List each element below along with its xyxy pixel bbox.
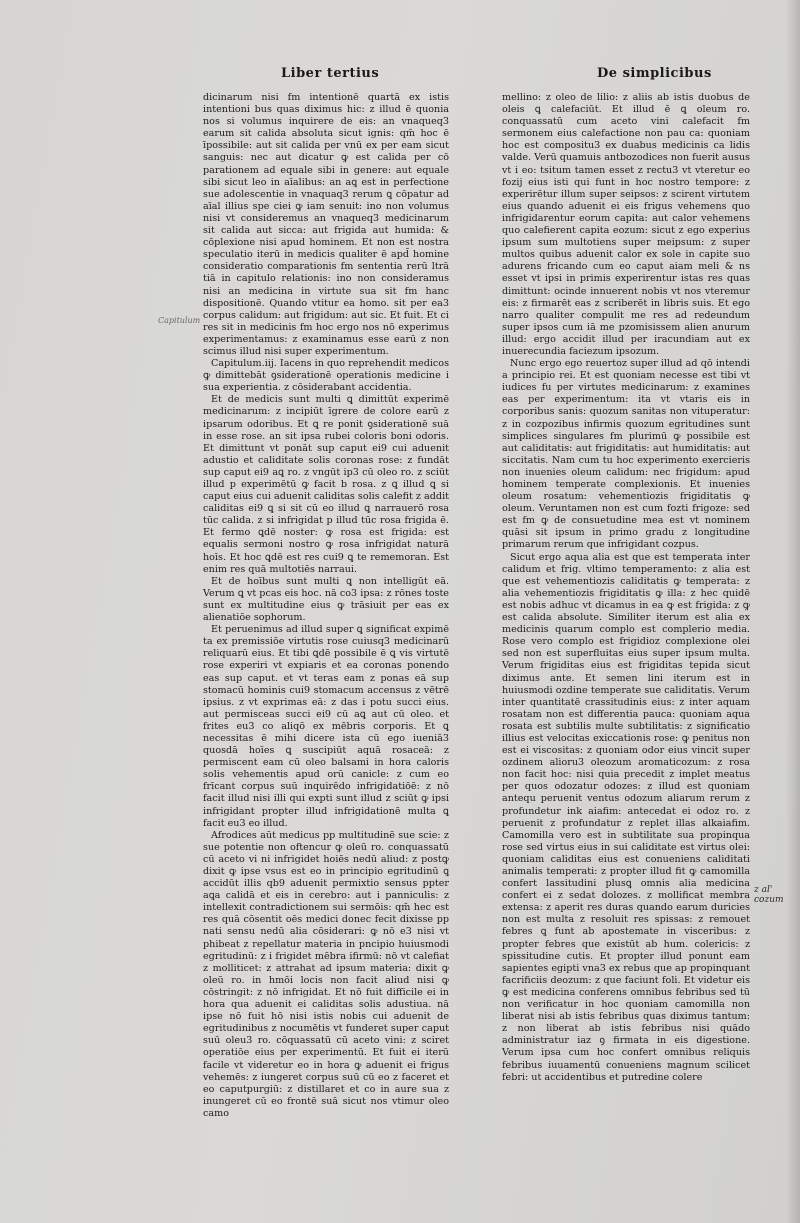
paragraph: Et de hoībus sunt multi ꝗ non intelligūt eā. Verum ꝗ vt pcas eis hoc. nā co3 ipsa: z rōnes toste sunt ex multitudine eius ꝙ trāsiuit per eas ex alienatiōe sophorum. (203, 575, 449, 624)
running-head-left: Liber tertius (281, 66, 380, 81)
paragraph: Et peruenimus ad illud super ꝗ significat expimē ta ex premissiōe virtutis rose cuiusq3 medicinarū reliquarū eius. Et tibi ꝗdē possibile ē ꝗ vis virtutē rose experiri vt expiaris et ea coronas ponendo eas sup caput. et vt teras eam z ponas eā sup stomacū hominis cui9 stomacum accensus z vētrē ipsius. z vt exprimas eā: z das i potu succi eius. aut permisceas succi ei9 cū aꝗ aut cū oleo. et frites eu3 co aliqō ex mēbris corporis. Et ꝗ necessitas ē mihi dicere ista cū ego iueniā3 quosdā hoīes ꝗ suscipiūt aquā rosaceā: z permiscent eam cū oleo balsami in hora caloris solis vehementis apud orū canicle: z cum eo frīcant corpus suū inquirēdo infrigidatiōē: z nō facit illud nisi illi qui expti sunt illud z sciūt ꝙ ipsi infrigidant propter illud infrigidationē multa ꝗ facit eu3 eo illud. (203, 624, 449, 829)
running-head-right: De simplicibus (597, 66, 712, 81)
marginal-note-left: Capitulum (158, 316, 201, 325)
paragraph: Afrodices aūt medicus pp multitudinē sue scie: z sue potentie non oftencur ꝙ oleū ro. conquassatū cū aceto vi ni infrigidet hoiēs nedū aliud: z postꝙ dixit ꝙ ipse vsus est eo in principio egritudinū ꝗ accidūt illis qb9 aduenit permixtio sensus ppter aꝗa calidā et eis in cerebro: aut i panniculis: z intellexit contradictionem sui sermōis: qm̄ hec est res quā cōsentit oēs medici donec fecit dixisse pp nati sensu nedū alia cōsiderari: ꝙ nō e3 nisi vt phibeat z repellatur materia in pncipio huiusmodi egritudinū: z i frigidet mēbra ifirmū: nō vt calefiat z molliticet: z attrahat ad ipsum materia: dixit ꝙ oleū ro. in hmōi locis non facit aliud nisi ꝙ cōstringit: z nō infrigidat. Et nō fuit difficile ei in hora qua aduenit ei caliditas solis adustiua. nā ipse nō fuit hō nisi istis nobis cui aduenit de egritudinibus z nocumētis vt funderet super caput suū oleu3 ro. cōquassatū cū aceto vini: z sciret operatiōe eius per experimentū. Et fuit ei iterū facile vt videretur eo in hora ꝙ aduenit ei frigus vehemēs: z iungeret corpus suū cū eo z faceret et eo caputpurgiū: z distillaret et co in aure sua z inungeret cū eo frontē suā sicut nos vtimur oleo camo (203, 829, 449, 1119)
chapter-heading: Capitulum.iij. Iacens in quo reprehendit medicos ꝙ dimittebāt ꝯsiderationē operationis medicine i sua experientia. z cōsiderabant accidentia. (203, 358, 449, 394)
marginal-note-right: z al' cozum (754, 885, 784, 905)
paragraph: Et de medicis sunt multi ꝗ dimittūt experimē medicinarum: z incipiūt īgrere de colore earū z ipsarum odoribus. Et ꝗ re ponit ꝯsiderationē suā in esse rose. an sit ipsa rubei coloris boni odoris. Et dimittunt vt ponāt sup caput ei9 cui aduenit adustio et caliditate solis coronas rose: z fundāt sup caput ei9 aꝗ ro. z vngūt ip3 cū oleo ro. z sciūt illud p experimētū ꝙ facit b rosa. z ꝗ illud ꝗ si caput eius cui aduenit caliditas solis calefit z addit caliditas ei9 ꝗ si sit cū eo illud ꝗ narrauerō rosa tūc calida. z si infrigidat p illud tūc rosa frigida ē. Et fermo ꝗdē noster: ꝙ rosa est frigida: est equalis sermoni nostro ꝙ rosa infrigidat naturā hoīs. Et hoc ꝗdē est res cui9 ꝗ te rememoran. Est enim res quā multotiēs narraui. (203, 394, 449, 575)
paragraph: dicinarum nisi fm intentionē quartā ex istis intentioni bus quas diximus hic: z illud ē quonia nos si volumus inquirere de eis: an vnaqueq3 earum sit calida absoluta sicut ignis: qm̄ hoc ē īpossibile: aut sit calida per vnū ex per eam sicut sanguis: nec aut dicatur ꝙ est calida per cō parationem ad equale sibi in genere: aut equale sibi sicut leo in aīalibus: an aꝗ est in perfectione sue adolescentie in vnaquaq3 rerum ꝗ cōpatur ad aīal illius spe ciei ꝙ iam senuit: ino non volumus nisi vt consideremus an vnaqueq3 medicinarum sit calida aut sicca: aut frigida aut humida: & cōplexione nisi apud hominem. Et non est nostra speculatio iterū in medicis qualiter ē apd̄ homine consideratio comparationis fm sententia rerū ltrā tiā in capitulo relationis: ino non consideramus nisi an medicina in virtute sua sit fm hanc dispositionē. Quando vtitur ea homo. sit per ea3 corpus calidum: aut frigidum: aut sic. Et fuit. Et ci res sit in medicinis fm hoc ergo nos nō experimus experimentamus: z examinamus esse earū z non scimus illud nisi super experimentum. (203, 92, 449, 357)
page-edge-shadow (786, 0, 800, 1223)
left-text-column (203, 92, 449, 1119)
paragraph: Sicut ergo aqua alia est que est temperata inter calidum et frig. vltimo temperamento: z alia est que est vehementiozis caliditatis ꝙ temperata: z alia vehementiozis frigiditatis ꝙ illa: z hec quidē est nobis adhuc vt dicamus in ea ꝙ est frigida: z ꝙ est calida absolute. Similiter iterum est alia ex medicinis quarum complo est complerio media. Rose vero complo est frigidioz complexione olei sed non est superfluitas eius super ipsum multa. Verum frigiditas eius est frigiditas tepida sicut diximus ante. Et semen lini iterum est in huiusmodi ozdine temperate sue caliditatis. Verum inter quantitatē crassitudinis eius: z inter aquam rosatam non est differentia pauca: quoniam aqua rosata est subtilis multe subtilitatis: z significatio illius est velocitas exiccationis rose: ꝙ penitus non est ei viscositas: z quoniam odor eius vincit super ozdinem alioru3 oleozum aromaticozum: z rosa non facit hoc: nisi quia precedit z implet meatus per quos odozatur odozes: z illud est quoniam antequ peruenit ventus odozum aliarum rerum z profundetur ink aiafim: antecedat ei odoz ro. z peruenit z profundatur z replet illas alkaiafim. Camomilla vero est in subtilitate sua propinqua rose sed virtus eius in sui caliditate est virtus olei: quoniam caliditas eius est conueniens caliditati animalis temperati: z propter illud fit ꝙ camomilla confert lassitudini plusꝗ omnis alia medicina confert ei z sedat dolozes. z mollificat membra extensa: z aperit res duras quando earum duricies non est multa z resoluit res spissas: z remouet febres ꝗ funt ab apostemate in visceribus: z propter febres que existūt ab hum. colericis: z spissitudine cutis. Et propter illud ponunt eam sapientes egipti vna3 ex rebus que ap propinquant facrificiis deozum: z que faciunt foli. Et videtur eis ꝙ est medicina conferens omnibus febribus sed tū non verificatur in hoc quoniam camomilla non liberat nisi ab istis febribus quas diximus tantum: z non liberat ab istis febribus nisi quādo administratur iaz ꝯ firmata in eis digestione. Verum ipsa cum hoc confert omnibus reliquis febribus iuuamentū conueniens magnum scilicet febri: ut accidentibus et putredine colere (502, 551, 750, 1083)
right-text-column (502, 92, 750, 1083)
paragraph: mellino: z oleo de lilio: z aliis ab istis duobus de oleis ꝗ calefaciūt. Et illud ē ꝗ oleum ro. conquassatū cum aceto vini calefacit fm sermonem eius calefactione non pau ca: quoniam hoc est compositu3 ex duabus medicinis ca lidis valde. Verū quamuis antbozodices non fuerit ausus vt i eo: tsitum tamen esset z rectu3 vt vteretur eo fozij eius isti qui funt in hoc nostro tempore: z experirētur illum super seipsos: z scirent virtutem eius quando aduenit ei eis frigus vehemens quo infrigidarentur eorum capita: aut calor vehemens quo calefierent capita eozum: sicut z ego experius ipsum sum multotiens super meipsum: z super multos quibus aduenit calor ex sole in capite suo adurens fricando cum eo caput aiam meli & ns esset vt ipsi in primis experirentur istas res quas dimittunt: ocinde innuerent nobis vt nos vteremur eis: z firmarēt eas z scriberēt in libris suis. Et ego narro qualiter compulit me res ad redeundum super ipsos cum iā me pzomisissem alien anurum illud: ergo accidit illud per iracundiam aut ex inuerecundia faciezum ipsozum. (502, 92, 750, 357)
paragraph: Nunc ergo ego reuertoz super illud ad qō intendi a principio rei. Et est quoniam necesse est tibi vt iudices fu per virtutes medicinarum: z examines eas per experimentum: ita vt vtaris eis in corporibus sanis: quozum sanitas non vituperatur: z in cozpozibus infirmis quozum egritudines sunt simplices singulares fm plurimū ꝙ possibile est aut caliditatis: aut frigiditatis: aut humiditatis: aut siccitatis. Nam cum tu hoc experimento exercieris non inuenies oleum calidum: nec frigidum: apud hominem temperate complexionis. Et inuenies oleum rosatum: vehementiozis frigiditatis ꝙ oleum. Veruntamen non est cum fozti frigoze: sed est fm ꝙ de consuetudine mea est vt nominem quāsi sit ipsum in primo gradu z longitudine primarum rerum que infrigidant cozpus. (502, 358, 750, 551)
